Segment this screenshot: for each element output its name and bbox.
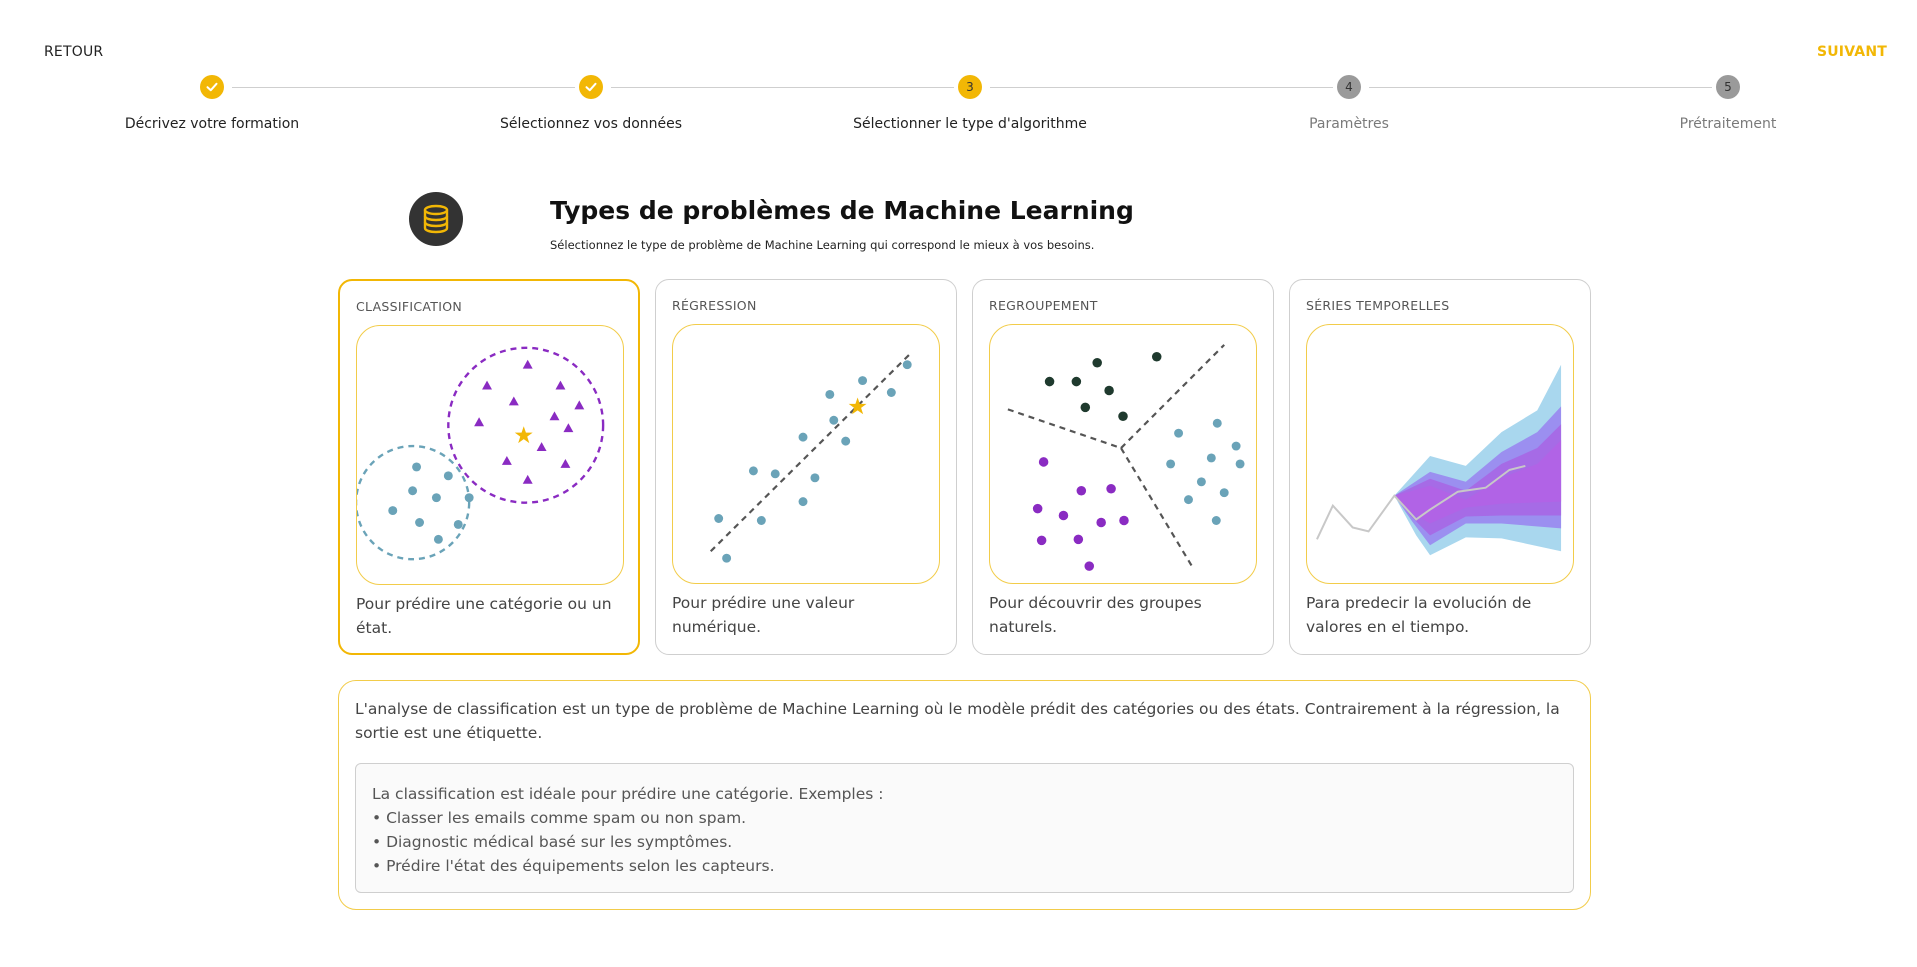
card-title: CLASSIFICATION [356, 299, 462, 314]
step-1-label: Décrivez votre formation [124, 116, 300, 132]
clustering-illustration [989, 324, 1257, 584]
example-item: • Diagnostic médical basé sur les symptômes. [372, 833, 733, 851]
card-title: RÉGRESSION [672, 298, 757, 313]
card-description: Pour prédire une catégorie ou un état. [356, 595, 612, 637]
page-subtitle: Sélectionnez le type de problème de Machine Learning qui correspond le mieux à vos besoins. [550, 238, 1095, 252]
step-3-number[interactable]: 3 [958, 75, 982, 99]
step-3-label: Sélectionner le type d'algorithme [853, 116, 1087, 132]
example-item: • Prédire l'état des équipements selon les capteurs. [372, 857, 775, 875]
step-5-number[interactable]: 5 [1716, 75, 1740, 99]
step-5-label: Prétraitement [1679, 116, 1777, 132]
examples-box [355, 763, 1574, 893]
examples-intro: La classification est idéale pour prédire une catégorie. Exemples : [372, 785, 884, 803]
next-button[interactable]: SUIVANT [1816, 44, 1887, 60]
page-title: Types de problèmes de Machine Learning [550, 196, 1134, 225]
stepper-connector [232, 87, 575, 88]
card-description: Pour découvrir des groupes naturels. [989, 594, 1202, 636]
step-4-label: Paramètres [1309, 116, 1389, 132]
classification-illustration [356, 325, 624, 585]
step-2-check-icon[interactable] [579, 75, 603, 99]
database-icon [409, 192, 463, 246]
card-regression[interactable] [655, 279, 957, 655]
step-2-label: Sélectionnez vos données [499, 116, 683, 132]
stepper-connector [990, 87, 1333, 88]
card-description: Pour prédire une valeur numérique. [672, 594, 855, 636]
card-title: REGROUPEMENT [989, 298, 1098, 313]
card-description: Para predecir la evolución de valores en el tiempo. [1306, 594, 1532, 636]
step-4-number[interactable]: 4 [1337, 75, 1361, 99]
card-classification[interactable] [338, 279, 640, 655]
time-series-illustration [1306, 324, 1574, 584]
stepper-connector [1369, 87, 1712, 88]
back-button[interactable]: RETOUR [44, 44, 104, 60]
card-clustering[interactable] [972, 279, 1274, 655]
stepper-connector [611, 87, 954, 88]
info-panel [338, 680, 1591, 910]
step-1-check-icon[interactable] [200, 75, 224, 99]
example-item: • Classer les emails comme spam ou non spam. [372, 809, 747, 827]
info-description: L'analyse de classification est un type de problème de Machine Learning où le modèle prédit des catégories ou des états. Contrairement à la régression, la sortie est une étiquette. [355, 700, 1560, 742]
card-title: SÉRIES TEMPORELLES [1306, 298, 1450, 313]
regression-illustration [672, 324, 940, 584]
card-time-series[interactable] [1289, 279, 1591, 655]
